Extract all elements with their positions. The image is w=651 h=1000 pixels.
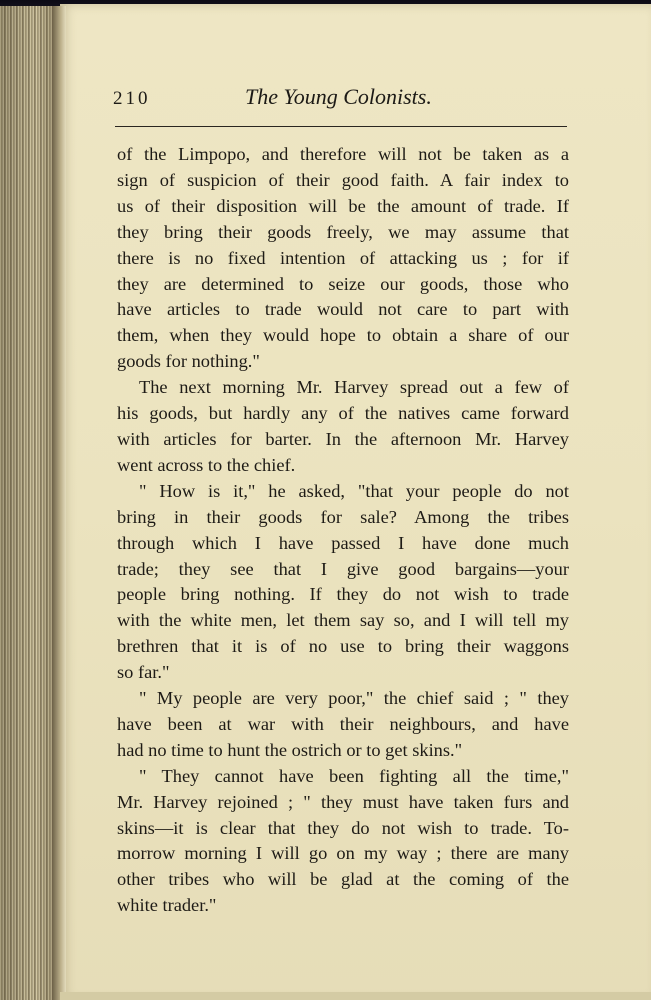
- page-number: 210: [113, 88, 151, 109]
- text-line: of the Limpopo, and therefore will not be taken as a: [117, 144, 569, 164]
- text-line: " My people are very poor," the chief said ; " they: [139, 688, 569, 709]
- text-line: " How is it," he asked, "that your people do not: [139, 480, 569, 501]
- page-header: [113, 84, 568, 120]
- text-line: white trader.": [117, 895, 217, 916]
- paragraph: [117, 479, 569, 686]
- text-line: with the white men, let them say so, and I will tell my: [117, 610, 569, 631]
- page-edges: [0, 6, 60, 1000]
- text-line: went across to the chief.: [117, 454, 296, 475]
- text-line: through which I have passed I have done much: [117, 532, 569, 553]
- text-line: Mr. Harvey rejoined ; " they must have taken furs and: [117, 791, 569, 812]
- text-line: morrow morning I will go on my way ; there are many: [117, 843, 569, 864]
- text-line: they are determined to seize our goods, those who: [117, 273, 569, 294]
- text-line: sign of suspicion of their good faith. A fair index to: [117, 169, 569, 190]
- text-line: have articles to trade would not care to part with: [117, 299, 569, 320]
- text-line: they bring their goods freely, we may assume that: [117, 221, 569, 242]
- page-bottom-edge: [60, 992, 651, 1000]
- text-line: The next morning Mr. Harvey spread out a few of: [139, 377, 569, 398]
- paragraph: [117, 375, 569, 479]
- text-line: with articles for barter. In the afternoon Mr. Harvey: [117, 428, 569, 449]
- text-line: his goods, but hardly any of the natives came forward: [117, 403, 569, 424]
- text-line: brethren that it is of no use to bring their waggons: [117, 636, 569, 657]
- running-title: The Young Colonists.: [245, 84, 432, 109]
- text-line: them, when they would hope to obtain a share of our: [117, 325, 569, 346]
- paragraph: [117, 142, 569, 375]
- text-line: " They cannot have been fighting all the time,": [139, 765, 569, 786]
- gutter-shadow: [52, 6, 66, 1000]
- text-line: goods for nothing.": [117, 351, 260, 372]
- text-line: so far.": [117, 662, 170, 683]
- text-line: people bring nothing. If they do not wish to trade: [117, 584, 569, 605]
- text-line: other tribes who will be glad at the coming of the: [117, 869, 569, 890]
- header-rule: [115, 126, 567, 127]
- text-line: trade; they see that I give good bargains—your: [117, 558, 569, 579]
- paragraph: [117, 686, 569, 764]
- text-line: have been at war with their neighbours, and have: [117, 713, 569, 734]
- paragraph: [117, 764, 569, 919]
- text-line: had no time to hunt the ostrich or to get skins.": [117, 739, 463, 760]
- body-text: [117, 142, 569, 919]
- text-line: there is no fixed intention of attacking us ; for if: [117, 247, 569, 268]
- text-line: bring in their goods for sale? Among the tribes: [117, 506, 569, 527]
- text-line: us of their disposition will be the amount of trade. If: [117, 195, 569, 216]
- text-line: skins—it is clear that they do not wish to trade. To-: [117, 817, 569, 838]
